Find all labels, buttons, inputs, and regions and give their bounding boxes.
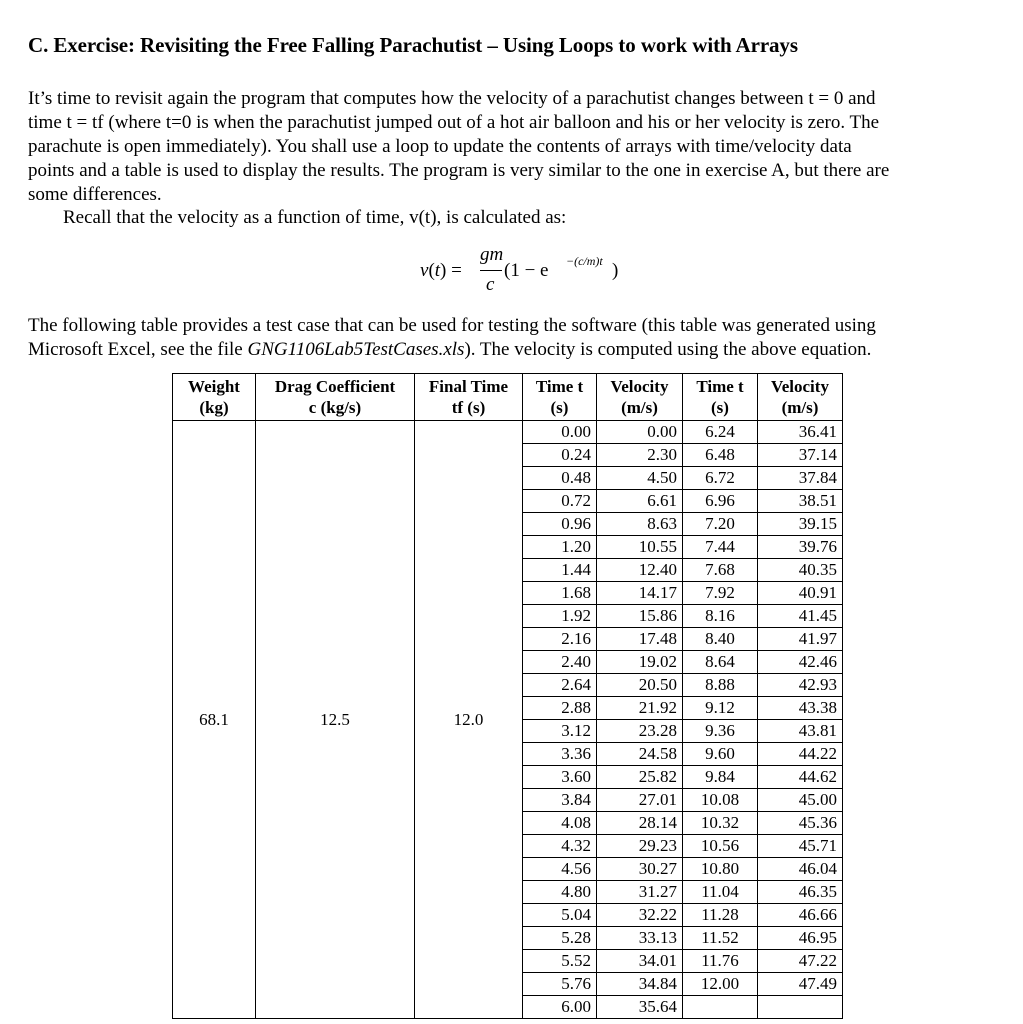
time-cell: 8.40 — [683, 628, 758, 651]
time-cell: 2.40 — [523, 651, 597, 674]
table-intro-line: The following table provides a test case that can be used for testing the software (this table was generated using — [28, 315, 876, 336]
velocity-cell: 46.66 — [758, 904, 843, 927]
table-body — [173, 421, 843, 1019]
velocity-cell: 33.13 — [597, 927, 683, 950]
velocity-cell: 45.36 — [758, 812, 843, 835]
velocity-cell: 27.01 — [597, 789, 683, 812]
weight-value: 68.1 — [173, 421, 256, 1019]
time-cell: 6.24 — [683, 421, 758, 444]
formula-close: ) — [612, 260, 619, 281]
velocity-cell: 35.64 — [597, 996, 683, 1019]
time-cell: 11.04 — [683, 881, 758, 904]
time-cell: 1.20 — [523, 536, 597, 559]
time-cell: 3.84 — [523, 789, 597, 812]
time-cell: 4.32 — [523, 835, 597, 858]
velocity-cell: 6.61 — [597, 490, 683, 513]
header-time-2: Time t (s) — [683, 374, 758, 421]
velocity-cell: 43.38 — [758, 697, 843, 720]
drag-coefficient-value: 12.5 — [256, 421, 415, 1019]
velocity-cell: 43.81 — [758, 720, 843, 743]
velocity-cell: 19.02 — [597, 651, 683, 674]
velocity-cell: 24.58 — [597, 743, 683, 766]
velocity-cell: 47.49 — [758, 973, 843, 996]
velocity-cell: 0.00 — [597, 421, 683, 444]
time-cell: 11.28 — [683, 904, 758, 927]
section-heading: C. Exercise: Revisiting the Free Falling Parachutist – Using Loops to work with Arrays — [28, 33, 798, 57]
time-cell: 2.16 — [523, 628, 597, 651]
velocity-cell: 34.84 — [597, 973, 683, 996]
time-cell: 1.92 — [523, 605, 597, 628]
velocity-cell: 4.50 — [597, 467, 683, 490]
time-cell: 8.16 — [683, 605, 758, 628]
velocity-cell: 37.84 — [758, 467, 843, 490]
time-cell: 8.88 — [683, 674, 758, 697]
time-cell — [683, 996, 758, 1019]
formula-lhs: v(t) = — [420, 260, 462, 281]
velocity-cell: 44.62 — [758, 766, 843, 789]
final-time-value: 12.0 — [415, 421, 523, 1019]
time-cell: 7.68 — [683, 559, 758, 582]
velocity-cell: 42.93 — [758, 674, 843, 697]
velocity-cell: 21.92 — [597, 697, 683, 720]
intro-line: parachute is open immediately). You shall use a loop to update the contents of arrays with time/velocity data — [28, 136, 852, 157]
formula-exponent: −(c/m)t — [566, 254, 603, 268]
velocity-cell: 46.95 — [758, 927, 843, 950]
header-velocity-1: Velocity (m/s) — [597, 374, 683, 421]
table-intro-line: Microsoft Excel, see the file GNG1106Lab5TestCases.xls). The velocity is computed using the above equation. — [28, 339, 872, 360]
header-velocity-2: Velocity (m/s) — [758, 374, 843, 421]
fraction-bar — [480, 270, 502, 271]
velocity-cell: 36.41 — [758, 421, 843, 444]
time-cell: 5.76 — [523, 973, 597, 996]
header-drag-coefficient: Drag Coefficient c (kg/s) — [256, 374, 415, 421]
time-cell: 4.08 — [523, 812, 597, 835]
time-cell: 5.52 — [523, 950, 597, 973]
time-cell: 0.24 — [523, 444, 597, 467]
velocity-cell: 12.40 — [597, 559, 683, 582]
formula-numerator: gm — [480, 244, 504, 265]
time-cell: 4.80 — [523, 881, 597, 904]
velocity-cell: 38.51 — [758, 490, 843, 513]
velocity-cell: 39.15 — [758, 513, 843, 536]
velocity-cell: 46.04 — [758, 858, 843, 881]
time-cell: 0.00 — [523, 421, 597, 444]
time-cell: 3.60 — [523, 766, 597, 789]
time-cell: 0.96 — [523, 513, 597, 536]
velocity-cell: 30.27 — [597, 858, 683, 881]
table-intro-paragraph — [28, 314, 876, 362]
time-cell: 3.12 — [523, 720, 597, 743]
velocity-cell: 47.22 — [758, 950, 843, 973]
time-cell: 9.12 — [683, 697, 758, 720]
intro-line: points and a table is used to display the results. The program is very similar to the one in exercise A, but there are — [28, 160, 890, 181]
velocity-cell: 46.35 — [758, 881, 843, 904]
velocity-cell: 34.01 — [597, 950, 683, 973]
time-cell: 1.68 — [523, 582, 597, 605]
time-cell: 9.84 — [683, 766, 758, 789]
velocity-cell: 23.28 — [597, 720, 683, 743]
time-cell: 10.32 — [683, 812, 758, 835]
velocity-formula — [420, 244, 650, 306]
intro-line: It’s time to revisit again the program that computes how the velocity of a parachutist changes between t = 0 and — [28, 88, 876, 109]
recall-sentence: Recall that the velocity as a function of time, v(t), is calculated as: — [63, 207, 567, 228]
time-cell: 0.48 — [523, 467, 597, 490]
velocity-cell: 40.35 — [758, 559, 843, 582]
time-cell: 2.64 — [523, 674, 597, 697]
intro-line: some differences. — [28, 184, 162, 205]
formula-denominator: c — [486, 274, 495, 295]
header-weight: Weight (kg) — [173, 374, 256, 421]
velocity-cell: 14.17 — [597, 582, 683, 605]
time-cell: 6.72 — [683, 467, 758, 490]
time-cell: 0.72 — [523, 490, 597, 513]
velocity-cell: 2.30 — [597, 444, 683, 467]
velocity-cell: 29.23 — [597, 835, 683, 858]
time-cell: 8.64 — [683, 651, 758, 674]
velocity-cell: 20.50 — [597, 674, 683, 697]
time-cell: 7.92 — [683, 582, 758, 605]
velocity-cell: 39.76 — [758, 536, 843, 559]
velocity-cell: 17.48 — [597, 628, 683, 651]
intro-paragraph — [28, 87, 994, 207]
time-cell: 10.56 — [683, 835, 758, 858]
velocity-cell: 10.55 — [597, 536, 683, 559]
time-cell: 6.48 — [683, 444, 758, 467]
time-cell: 11.76 — [683, 950, 758, 973]
formula-paren: (1 − e — [504, 260, 549, 281]
velocity-cell — [758, 996, 843, 1019]
time-cell: 11.52 — [683, 927, 758, 950]
time-cell: 9.36 — [683, 720, 758, 743]
table-header-row — [173, 374, 843, 421]
time-cell: 10.80 — [683, 858, 758, 881]
time-cell: 2.88 — [523, 697, 597, 720]
velocity-cell: 45.00 — [758, 789, 843, 812]
velocity-cell: 41.97 — [758, 628, 843, 651]
time-cell: 6.00 — [523, 996, 597, 1019]
velocity-cell: 37.14 — [758, 444, 843, 467]
velocity-cell: 45.71 — [758, 835, 843, 858]
time-cell: 5.28 — [523, 927, 597, 950]
velocity-cell: 40.91 — [758, 582, 843, 605]
velocity-cell: 31.27 — [597, 881, 683, 904]
time-cell: 7.20 — [683, 513, 758, 536]
header-time-1: Time t (s) — [523, 374, 597, 421]
time-cell: 7.44 — [683, 536, 758, 559]
time-cell: 5.04 — [523, 904, 597, 927]
time-cell: 6.96 — [683, 490, 758, 513]
test-case-filename: GNG1106Lab5TestCases.xls — [247, 339, 465, 360]
time-cell: 9.60 — [683, 743, 758, 766]
velocity-cell: 41.45 — [758, 605, 843, 628]
velocity-cell: 8.63 — [597, 513, 683, 536]
time-cell: 1.44 — [523, 559, 597, 582]
intro-line: time t = tf (where t=0 is when the parachutist jumped out of a hot air balloon and his or her velocity is zero. The — [28, 112, 880, 133]
header-final-time: Final Time tf (s) — [415, 374, 523, 421]
time-cell: 3.36 — [523, 743, 597, 766]
velocity-cell: 32.22 — [597, 904, 683, 927]
velocity-cell: 28.14 — [597, 812, 683, 835]
time-cell: 12.00 — [683, 973, 758, 996]
velocity-cell: 42.46 — [758, 651, 843, 674]
velocity-cell: 25.82 — [597, 766, 683, 789]
test-case-table — [172, 373, 843, 1019]
time-cell: 4.56 — [523, 858, 597, 881]
time-cell: 10.08 — [683, 789, 758, 812]
velocity-cell: 44.22 — [758, 743, 843, 766]
velocity-cell: 15.86 — [597, 605, 683, 628]
table-row — [173, 421, 843, 444]
